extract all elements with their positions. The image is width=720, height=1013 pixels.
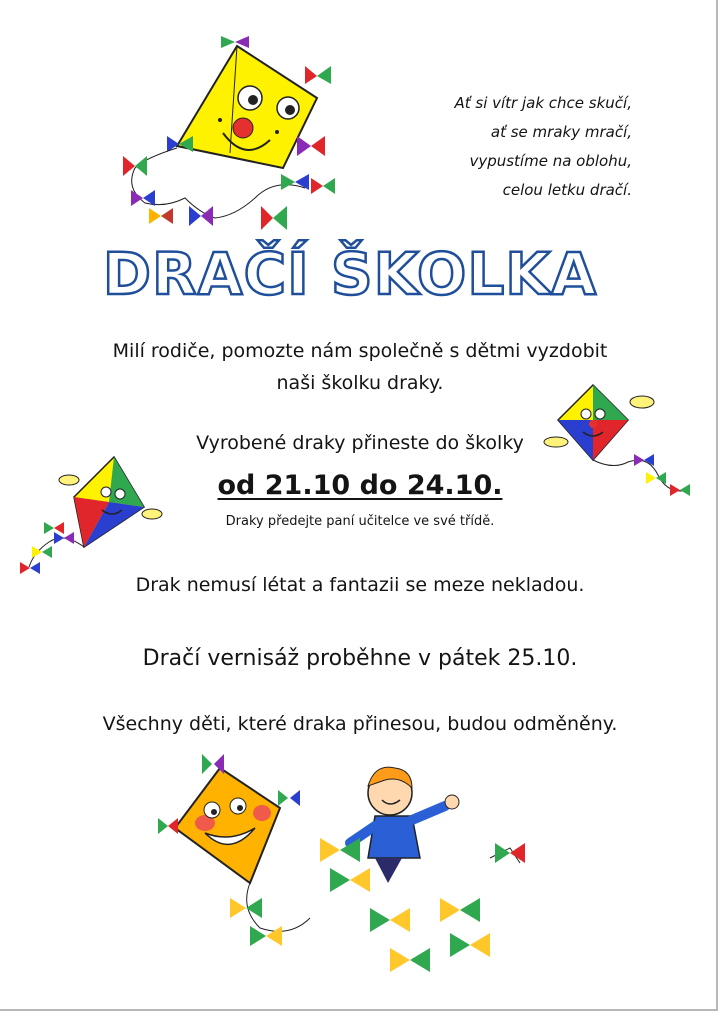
vernissage-text: Dračí vernisáž proběhne v pátek 25.10.: [142, 646, 578, 671]
page-title-text: DRAČÍ ŠKOLKA: [102, 240, 598, 308]
poem-line: celou letku dračí.: [502, 181, 632, 199]
hand-over-text: Draky předejte paní učitelce ve své třídě.: [225, 514, 495, 529]
rainbow-kite-illustration-left: [14, 452, 164, 582]
intro-line-1: Milí rodiče, pomozte nám společně s dětmi vyzdobit: [112, 340, 608, 362]
reward-text: Všechny děti, které draka přinesou, budou odměněny.: [102, 713, 618, 735]
poem: [372, 89, 632, 205]
poem-line: vypustíme na oblohu,: [469, 152, 632, 170]
yellow-kite-illustration: [105, 28, 345, 243]
page-title: [0, 232, 720, 312]
boy-with-orange-kite-illustration: [150, 748, 550, 988]
intro-line-2: naši školku draky.: [276, 372, 444, 394]
poem-line: ať se mraky mračí,: [490, 123, 632, 141]
bring-text: Vyrobené draky přineste do školky: [196, 432, 524, 454]
poem-line: Ať si vítr jak chce skučí,: [454, 94, 632, 112]
fantasy-text: Drak nemusí létat a fantazii se meze nekladou.: [135, 574, 585, 596]
dates-text: od 21.10 do 24.10.: [217, 470, 503, 501]
rainbow-kite-illustration-right: [538, 380, 698, 510]
